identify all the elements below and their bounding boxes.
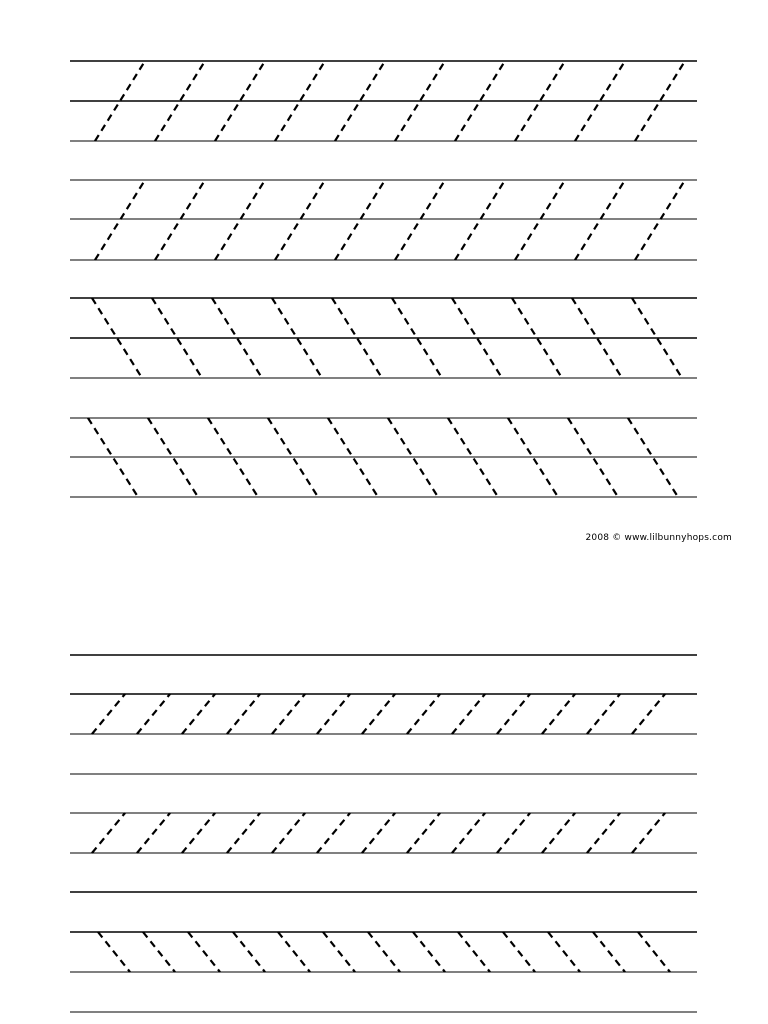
forward-slant-short-1-dashed-stroke-12 [587, 694, 620, 734]
back-slant-short-1-dashed-stroke-11 [548, 932, 580, 972]
forward-slant-short-2-dashed-stroke-5 [272, 813, 305, 853]
forward-slant-short-2-dashed-stroke-12 [587, 813, 620, 853]
copyright-text: 2008 © www.lilbunnyhops.com [585, 533, 732, 543]
forward-slant-short-2-dashed-stroke-11 [542, 813, 575, 853]
forward-slant-short-1-dashed-stroke-9 [452, 694, 485, 734]
forward-slant-short-2-dashed-stroke-13 [632, 813, 665, 853]
forward-slant-short-2-dashed-stroke-3 [182, 813, 215, 853]
back-slant-short-1-dashed-stroke-9 [458, 932, 490, 972]
forward-slant-tall-2-dashed-stroke-10 [635, 180, 685, 260]
back-slant-short-1-dashed-stroke-3 [188, 932, 220, 972]
forward-slant-tall-2-dashed-stroke-9 [575, 180, 625, 260]
forward-slant-short-2-dashed-stroke-2 [137, 813, 170, 853]
forward-slant-short-1-dashed-stroke-7 [362, 694, 395, 734]
back-slant-short-1-dashed-stroke-12 [593, 932, 625, 972]
forward-slant-short-1-dashed-stroke-13 [632, 694, 665, 734]
back-slant-short-1-dashed-stroke-5 [278, 932, 310, 972]
back-slant-short-1-dashed-stroke-10 [503, 932, 535, 972]
back-slant-short-1-dashed-stroke-6 [323, 932, 355, 972]
back-slant-short-1-dashed-stroke-2 [143, 932, 175, 972]
forward-slant-short-2-dashed-stroke-4 [227, 813, 260, 853]
forward-slant-short-2-dashed-stroke-8 [407, 813, 440, 853]
forward-slant-short-1-dashed-stroke-2 [137, 694, 170, 734]
forward-slant-short-1-dashed-stroke-8 [407, 694, 440, 734]
back-slant-short-1-dashed-stroke-8 [413, 932, 445, 972]
forward-slant-tall-2-dashed-stroke-4 [275, 180, 325, 260]
forward-slant-short-1-dashed-stroke-4 [227, 694, 260, 734]
forward-slant-tall-2-dashed-stroke-8 [515, 180, 565, 260]
forward-slant-short-1-dashed-stroke-1 [92, 694, 125, 734]
forward-slant-short-1-dashed-stroke-5 [272, 694, 305, 734]
forward-slant-short-1-dashed-stroke-6 [317, 694, 350, 734]
forward-slant-tall-2-dashed-stroke-2 [155, 180, 205, 260]
back-slant-short-1-dashed-stroke-13 [638, 932, 670, 972]
forward-slant-short-1-dashed-stroke-3 [182, 694, 215, 734]
forward-slant-short-1-dashed-stroke-11 [542, 694, 575, 734]
forward-slant-short-2-dashed-stroke-9 [452, 813, 485, 853]
forward-slant-short-2-dashed-stroke-6 [317, 813, 350, 853]
back-slant-short-1-dashed-stroke-7 [368, 932, 400, 972]
forward-slant-tall-2-dashed-stroke-1 [95, 180, 145, 260]
forward-slant-short-2-dashed-stroke-10 [497, 813, 530, 853]
forward-slant-short-1-dashed-stroke-10 [497, 694, 530, 734]
forward-slant-tall-2-dashed-stroke-6 [395, 180, 445, 260]
forward-slant-short-2-dashed-stroke-7 [362, 813, 395, 853]
forward-slant-tall-2-dashed-stroke-5 [335, 180, 385, 260]
back-slant-short-1-dashed-stroke-4 [233, 932, 265, 972]
forward-slant-tall-2-dashed-stroke-3 [215, 180, 265, 260]
forward-slant-short-2-dashed-stroke-1 [92, 813, 125, 853]
forward-slant-tall-2-dashed-stroke-7 [455, 180, 505, 260]
back-slant-short-1-dashed-stroke-1 [98, 932, 130, 972]
